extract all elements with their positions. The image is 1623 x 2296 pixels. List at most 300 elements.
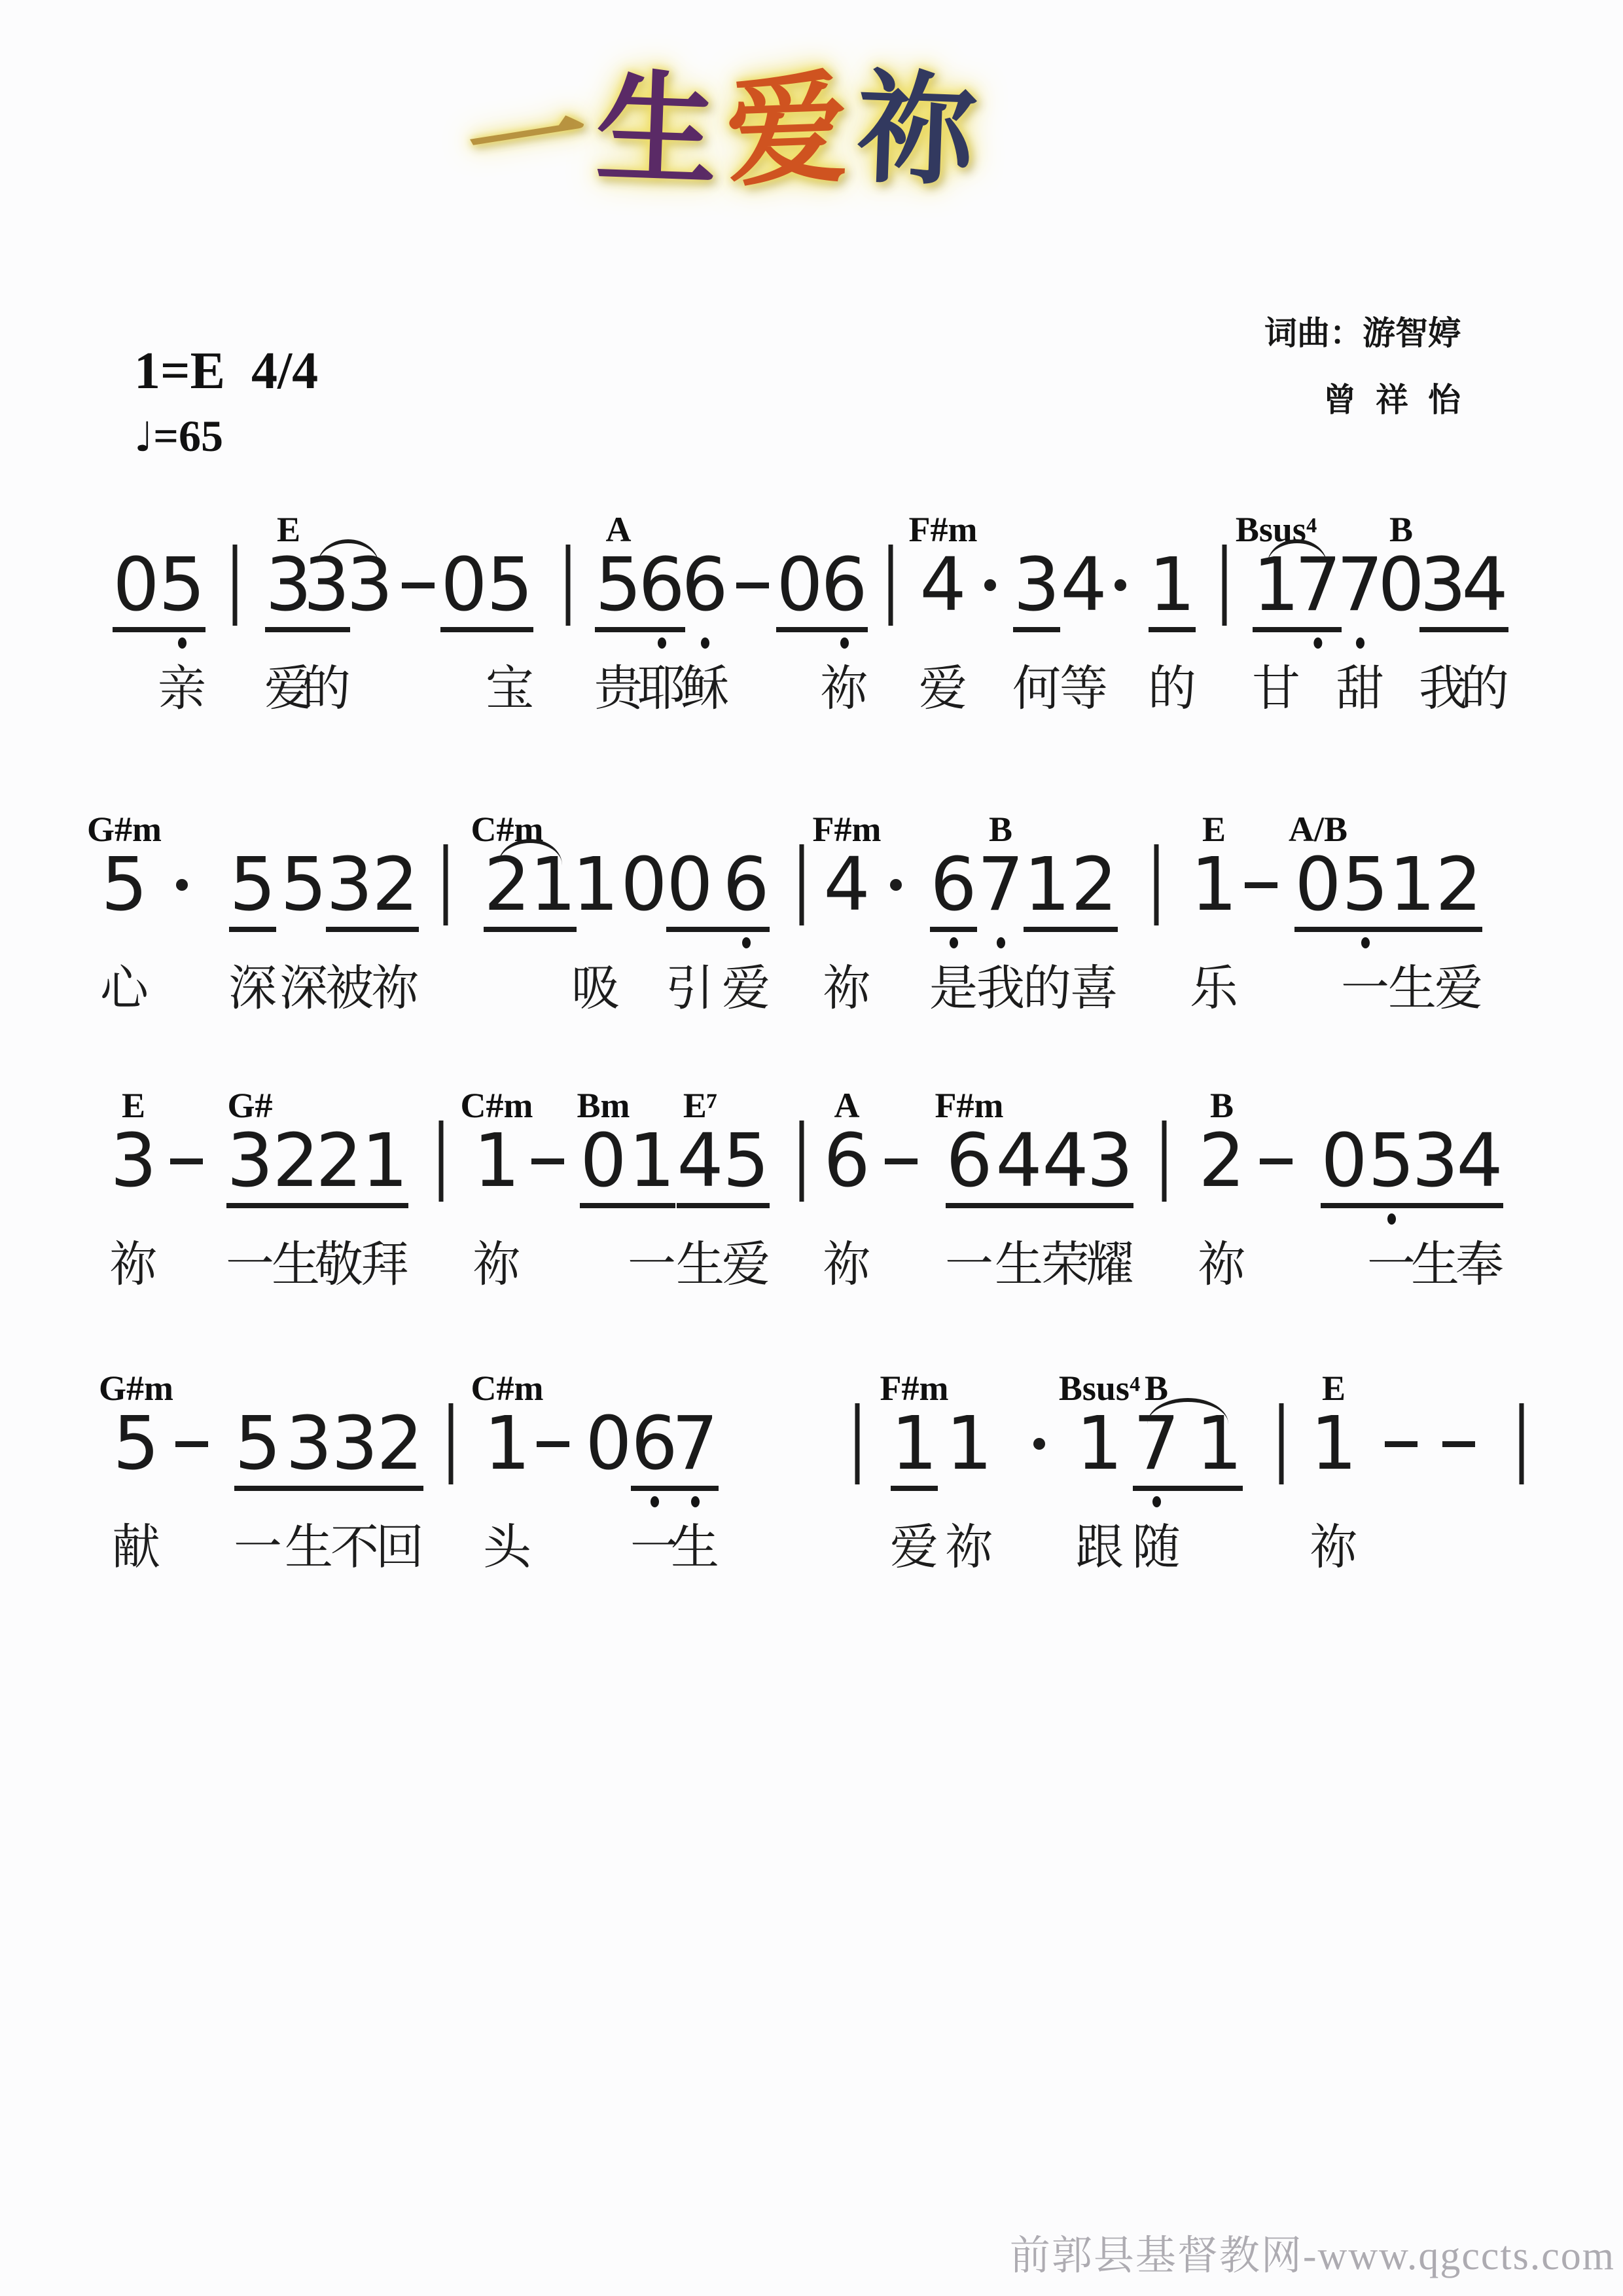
- note-glyph-zone: [595, 543, 642, 628]
- note-glyph-zone: [585, 1401, 632, 1486]
- chord-zone: [834, 1080, 860, 1123]
- chord-zone: [1202, 804, 1226, 847]
- barline-token: [889, 504, 893, 652]
- note-glyph-zone: [531, 1123, 564, 1199]
- chord-label: B: [1144, 1369, 1169, 1408]
- note-glyph-zone: [1198, 1119, 1245, 1204]
- note-number: 5: [486, 543, 533, 628]
- octave-dot: [651, 1496, 659, 1507]
- note-glyph-zone: [229, 842, 276, 927]
- barline: [1162, 1121, 1167, 1202]
- note-number: 5: [595, 543, 642, 628]
- note-number: 6: [930, 842, 977, 927]
- barline-token: [855, 1363, 860, 1511]
- chord-label: Bsus⁴: [1058, 1369, 1141, 1408]
- title-char: 爱: [724, 57, 859, 204]
- note-glyph-zone: [1342, 842, 1389, 927]
- sub-zone: [997, 923, 1005, 952]
- octave-dot: [1356, 637, 1364, 649]
- note-number: 6: [638, 543, 685, 628]
- key-signature-block: [134, 342, 318, 462]
- note-number: 6: [631, 1401, 678, 1486]
- note-glyph-zone: [620, 842, 668, 927]
- note-glyph-zone: [1442, 1406, 1475, 1482]
- note-number: 4: [919, 543, 967, 628]
- chord-label: E: [1202, 810, 1226, 849]
- note-number: 3: [346, 543, 393, 628]
- note-token: [376, 1363, 424, 1574]
- note-number: 2: [376, 1401, 423, 1486]
- note-number: 3: [326, 842, 373, 927]
- lyric-syllable: 耀: [1086, 1236, 1134, 1293]
- music-system-4: [0, 1363, 1623, 1588]
- barline: [1520, 1403, 1524, 1484]
- note-number: 0: [113, 543, 160, 628]
- note-token: [935, 1080, 1004, 1291]
- lyric-syllable: 敬: [315, 1236, 363, 1293]
- note-number: 4: [995, 1119, 1043, 1204]
- lyric-syllable: 心: [100, 960, 149, 1016]
- note-glyph-zone: [1310, 1401, 1357, 1486]
- note-glyph-zone: [1456, 1119, 1503, 1204]
- note-token: [226, 1080, 274, 1291]
- octave-dot: [1387, 1213, 1396, 1225]
- note-glyph-zone: [580, 1119, 627, 1204]
- note-glyph-zone: [449, 1406, 454, 1482]
- credits: [1264, 300, 1480, 433]
- lyric-syllable: 祢: [1310, 1519, 1358, 1575]
- note-token: [1411, 1080, 1459, 1291]
- note-token: [1455, 1080, 1504, 1291]
- lyric-syllable: 引: [666, 960, 714, 1016]
- tempo-marking: [134, 410, 318, 462]
- dash-note: [736, 583, 769, 588]
- note-number: 5: [280, 842, 327, 927]
- key-signature: 1=E 4/4: [134, 342, 319, 400]
- dash-token: [885, 1080, 918, 1228]
- dash-token: [1442, 1363, 1475, 1511]
- beam: [484, 927, 577, 932]
- note-token: [1367, 1080, 1416, 1291]
- note-token: [1336, 504, 1384, 715]
- chord-label: E: [276, 510, 301, 549]
- note-token: [486, 504, 534, 715]
- note-glyph-zone: [272, 1119, 319, 1204]
- note-token: [929, 804, 978, 1015]
- note-glyph-zone: [1042, 1119, 1089, 1204]
- note-token: [722, 804, 770, 1015]
- note-number: 0: [440, 543, 488, 628]
- tempo-value: =65: [153, 411, 223, 461]
- note-glyph-zone: [666, 842, 713, 927]
- note-token: [158, 504, 206, 715]
- note-glyph-zone: [285, 1401, 332, 1486]
- note-glyph-zone: [113, 1401, 160, 1486]
- note-token: [820, 504, 868, 715]
- beam: [234, 1486, 332, 1491]
- beam: [326, 927, 419, 932]
- duration-dot: [176, 879, 188, 891]
- lyric-syllable: 祢: [371, 960, 419, 1016]
- note-glyph-zone: [1245, 847, 1277, 923]
- note-glyph-zone: [1076, 1401, 1123, 1486]
- chord-label: B: [1209, 1086, 1234, 1125]
- note-glyph-zone: [361, 1119, 408, 1204]
- lyric-syllable: 献: [112, 1519, 160, 1575]
- note-number: 2: [372, 842, 419, 927]
- note-glyph-zone: [158, 543, 205, 628]
- note-token: [666, 804, 714, 1015]
- chord-zone: [277, 504, 300, 547]
- barline-token: [1162, 1080, 1167, 1228]
- lyric-syllable: 祢: [472, 1236, 521, 1293]
- lyric-syllable: 祢: [823, 1236, 871, 1293]
- note-number: 7: [671, 1401, 719, 1486]
- chord-zone: [1389, 504, 1413, 547]
- note-glyph-zone: [1086, 1119, 1133, 1204]
- barline: [1222, 545, 1227, 626]
- note-number: 0: [620, 842, 668, 927]
- note-token: [1419, 504, 1467, 715]
- lyric-syllable: 一: [628, 1236, 676, 1293]
- credit-lyricist: 词曲：游智婷: [1264, 314, 1461, 352]
- note-number: 3: [1086, 1119, 1133, 1204]
- note-number: 1: [1253, 543, 1300, 628]
- lyric-syllable: 生: [1388, 960, 1436, 1016]
- duration-dot: [1033, 1438, 1045, 1450]
- lyric-syllable: 祢: [109, 1236, 158, 1293]
- beam: [631, 1486, 719, 1491]
- lyric-syllable: 等: [1060, 660, 1108, 717]
- barline: [449, 1403, 454, 1484]
- note-glyph-zone: [234, 1401, 281, 1486]
- note-glyph-zone: [372, 842, 419, 927]
- note-token: [1461, 504, 1509, 715]
- note-glyph-zone: [736, 547, 769, 623]
- dash-token: [531, 1080, 564, 1228]
- note-number: 7: [1133, 1401, 1180, 1486]
- dash-token: [537, 1363, 569, 1511]
- note-glyph-zone: [402, 547, 435, 623]
- note-glyph-zone: [1190, 842, 1238, 927]
- note-glyph-zone: [113, 543, 160, 628]
- beam: [1042, 1203, 1133, 1208]
- beam: [677, 1203, 770, 1208]
- lyric-syllable: 的: [1023, 960, 1071, 1016]
- note-glyph-zone: [1435, 842, 1482, 927]
- note-glyph-zone: [946, 1401, 993, 1486]
- duration-dot: [1115, 579, 1126, 591]
- octave-dot: [1152, 1496, 1161, 1507]
- lyric-syllable: 爱: [890, 1519, 938, 1575]
- note-glyph-zone: [977, 842, 1024, 927]
- quarter-note-icon: ♩: [134, 413, 154, 461]
- barline-token: [439, 1080, 444, 1228]
- chord-label: E: [121, 1086, 146, 1125]
- title-char: 祢: [854, 57, 990, 204]
- note-number: 2: [272, 1119, 319, 1204]
- note-token: [571, 804, 620, 1015]
- note-token: [371, 804, 419, 1015]
- lyric-syllable: 不: [330, 1519, 379, 1575]
- chord-zone: [227, 1080, 272, 1123]
- note-number: 5: [1342, 842, 1389, 927]
- lyric-syllable: 头: [482, 1519, 531, 1575]
- note-number: 1: [1389, 842, 1436, 927]
- octave-dot: [178, 637, 187, 649]
- lyric-syllable: 深: [279, 960, 328, 1016]
- chord-zone: [909, 504, 978, 547]
- barline-token: [1279, 1363, 1284, 1511]
- chord-label: G#m: [87, 810, 162, 849]
- lyric-syllable: 吸: [571, 960, 620, 1016]
- lyric-syllable: 荣: [1041, 1236, 1090, 1293]
- note-number: 0: [580, 1119, 627, 1204]
- note-number: 1: [628, 1119, 675, 1204]
- note-number: 7: [1336, 543, 1383, 628]
- note-number: 6: [681, 543, 728, 628]
- lyric-syllable: 爱: [919, 660, 967, 717]
- note-token: [228, 804, 277, 1015]
- note-glyph-zone: [1279, 1406, 1284, 1482]
- lyric-syllable: 被: [325, 960, 374, 1016]
- note-number: 1: [1190, 842, 1238, 927]
- duration-dot-token: [176, 804, 188, 952]
- chord-zone: [989, 804, 1012, 847]
- chord-label: Bm: [577, 1086, 630, 1125]
- chord-label: B: [988, 810, 1013, 849]
- lyric-syllable: 爱: [264, 660, 313, 717]
- barline-token: [1154, 804, 1159, 952]
- lyric-syllable: 贵: [594, 660, 643, 717]
- note-token: [637, 504, 686, 715]
- lyric-syllable: 奉: [1455, 1236, 1504, 1293]
- chord-label: C#m: [460, 1086, 533, 1125]
- lyric-syllable: 我: [976, 960, 1025, 1016]
- note-number: 5: [113, 1401, 160, 1486]
- note-glyph-zone: [1385, 1406, 1418, 1482]
- note-number: 3: [226, 1119, 274, 1204]
- note-number: 1: [891, 1401, 938, 1486]
- note-glyph-zone: [885, 1123, 918, 1199]
- lyric-syllable: 喜: [1070, 960, 1118, 1016]
- note-glyph-zone: [1294, 842, 1342, 927]
- note-glyph-zone: [984, 547, 996, 623]
- note-number: 1: [1310, 1401, 1357, 1486]
- octave-dot: [691, 1496, 700, 1507]
- note-glyph-zone: [889, 547, 893, 623]
- beam: [1321, 1203, 1415, 1208]
- lyric-syllable: 祢: [1198, 1236, 1246, 1293]
- barline: [439, 1121, 444, 1202]
- note-glyph-zone: [1461, 543, 1508, 628]
- duration-dot-token: [890, 804, 902, 952]
- lyric-syllable: 的: [302, 660, 351, 717]
- note-token: [272, 1080, 320, 1291]
- note-token: [1190, 804, 1238, 1015]
- chord-label: E: [1321, 1369, 1346, 1408]
- dash-note: [1385, 1441, 1418, 1447]
- note-number: 2: [1071, 842, 1118, 927]
- note-token: [813, 804, 882, 1015]
- dash-note: [1442, 1441, 1475, 1447]
- note-token: [461, 1080, 533, 1291]
- note-number: 5: [722, 1119, 770, 1204]
- note-number: 1: [572, 842, 619, 927]
- note-number: 0: [1321, 1119, 1368, 1204]
- note-token: [330, 1363, 379, 1574]
- chord-zone: [813, 804, 882, 847]
- note-number: 4: [823, 842, 870, 927]
- note-number: 4: [1456, 1119, 1503, 1204]
- beam: [1253, 627, 1342, 632]
- chord-label: A: [605, 510, 632, 549]
- note-token: [823, 1080, 871, 1291]
- note-glyph-zone: [1336, 543, 1383, 628]
- note-number: 0: [776, 543, 823, 628]
- note-number: 4: [677, 1119, 724, 1204]
- chord-zone: [1210, 1080, 1234, 1123]
- note-number: 2: [315, 1119, 363, 1204]
- note-token: [234, 1363, 282, 1574]
- note-number: 7: [977, 842, 1024, 927]
- beam: [1149, 627, 1196, 632]
- note-glyph-zone: [776, 543, 823, 628]
- beam: [226, 1203, 319, 1208]
- note-glyph-zone: [101, 842, 148, 927]
- lyric-syllable: 甘: [1252, 660, 1300, 717]
- octave-dot: [701, 637, 709, 649]
- note-number: 3: [265, 543, 312, 628]
- note-token: [1041, 1080, 1090, 1291]
- beam: [946, 1203, 1043, 1208]
- chord-zone: [461, 1080, 533, 1123]
- lyric-syllable: 耶: [637, 660, 686, 717]
- note-token: [995, 1080, 1043, 1291]
- note-token: [880, 1363, 949, 1574]
- lyric-syllable: 生: [676, 1236, 724, 1293]
- note-number: 3: [331, 1401, 378, 1486]
- chord-label: G#: [227, 1086, 273, 1125]
- note-number: 3: [1419, 543, 1467, 628]
- lyric-syllable: 生: [285, 1519, 333, 1575]
- note-number: 5: [1368, 1119, 1415, 1204]
- chord-label: G#m: [99, 1369, 173, 1408]
- dash-note: [885, 1158, 918, 1164]
- duration-dot: [984, 579, 996, 591]
- note-token: [1310, 1363, 1358, 1574]
- lyric-syllable: 祢: [945, 1519, 993, 1575]
- chord-zone: [1145, 1363, 1168, 1406]
- lyric-syllable: 爱: [722, 960, 770, 1016]
- barline-token: [233, 504, 238, 652]
- note-token: [99, 1363, 173, 1574]
- lyric-syllable: 生: [995, 1236, 1043, 1293]
- chord-zone: [880, 1363, 949, 1406]
- note-number: 1: [1196, 1401, 1243, 1486]
- note-number: 1: [1076, 1401, 1123, 1486]
- note-token: [945, 1363, 993, 1574]
- note-token: [279, 804, 328, 1015]
- lyric-syllable: 稣: [681, 660, 729, 717]
- note-number: 2: [1198, 1119, 1245, 1204]
- note-number: 5: [229, 842, 276, 927]
- note-number: 0: [1294, 842, 1342, 927]
- octave-dot: [840, 637, 849, 649]
- chord-zone: [935, 1080, 1004, 1123]
- sub-zone: [701, 623, 709, 652]
- note-glyph-zone: [376, 1401, 423, 1486]
- note-number: 6: [722, 842, 770, 927]
- lyric-syllable: 乐: [1190, 960, 1238, 1016]
- chord-label: C#m: [471, 810, 544, 849]
- chord-zone: [99, 1363, 173, 1406]
- note-number: 3: [1412, 1119, 1459, 1204]
- note-number: 1: [361, 1119, 408, 1204]
- note-glyph-zone: [280, 842, 327, 927]
- note-number: 5: [101, 842, 148, 927]
- barline-token: [1520, 1363, 1524, 1511]
- note-token: [909, 504, 978, 715]
- note-token: [302, 504, 351, 715]
- barline-token: [444, 804, 448, 952]
- sub-zone: [1356, 623, 1364, 652]
- beam: [113, 627, 205, 632]
- chord-zone: [471, 1363, 544, 1406]
- note-token: [1435, 804, 1483, 1015]
- note-token: [671, 1363, 719, 1574]
- note-token: [1012, 504, 1061, 715]
- lyric-syllable: 拜: [361, 1236, 409, 1293]
- watermark: 前郭县基督教网-www.qgccts.com: [1009, 2234, 1615, 2278]
- lyric-syllable: 亲: [158, 660, 206, 717]
- beam: [1389, 927, 1482, 932]
- duration-dot: [890, 879, 902, 891]
- note-glyph-zone: [855, 1406, 860, 1482]
- note-number: 3: [110, 1119, 157, 1204]
- beam: [1133, 1486, 1243, 1491]
- dash-note: [402, 583, 435, 588]
- note-glyph-zone: [537, 1406, 569, 1482]
- note-token: [681, 504, 729, 715]
- beam: [930, 927, 977, 932]
- note-number: 0: [1378, 543, 1425, 628]
- chord-zone: [1322, 1363, 1346, 1406]
- note-number: 2: [484, 842, 531, 927]
- note-token: [585, 1363, 632, 1511]
- note-number: 4: [1042, 1119, 1089, 1204]
- lyric-syllable: 祢: [820, 660, 868, 717]
- beam: [1412, 1203, 1503, 1208]
- note-glyph-zone: [110, 1119, 157, 1204]
- note-token: [109, 1080, 158, 1291]
- note-glyph-zone: [226, 1119, 274, 1204]
- note-glyph-zone: [1033, 1406, 1045, 1482]
- title-char: 一: [459, 73, 606, 206]
- dash-note: [531, 1158, 564, 1164]
- note-glyph-zone: [1378, 543, 1425, 628]
- chord-label: C#m: [471, 1369, 544, 1408]
- lyric-syllable: 生: [1411, 1236, 1459, 1293]
- note-token: [620, 804, 667, 952]
- note-glyph-zone: [176, 847, 188, 923]
- beam: [1013, 627, 1060, 632]
- note-glyph-zone: [1412, 1119, 1459, 1204]
- lyric-syllable: 深: [228, 960, 277, 1016]
- chord-label: A: [834, 1086, 860, 1125]
- lyric-syllable: 一: [234, 1519, 282, 1575]
- note-glyph-zone: [331, 1401, 378, 1486]
